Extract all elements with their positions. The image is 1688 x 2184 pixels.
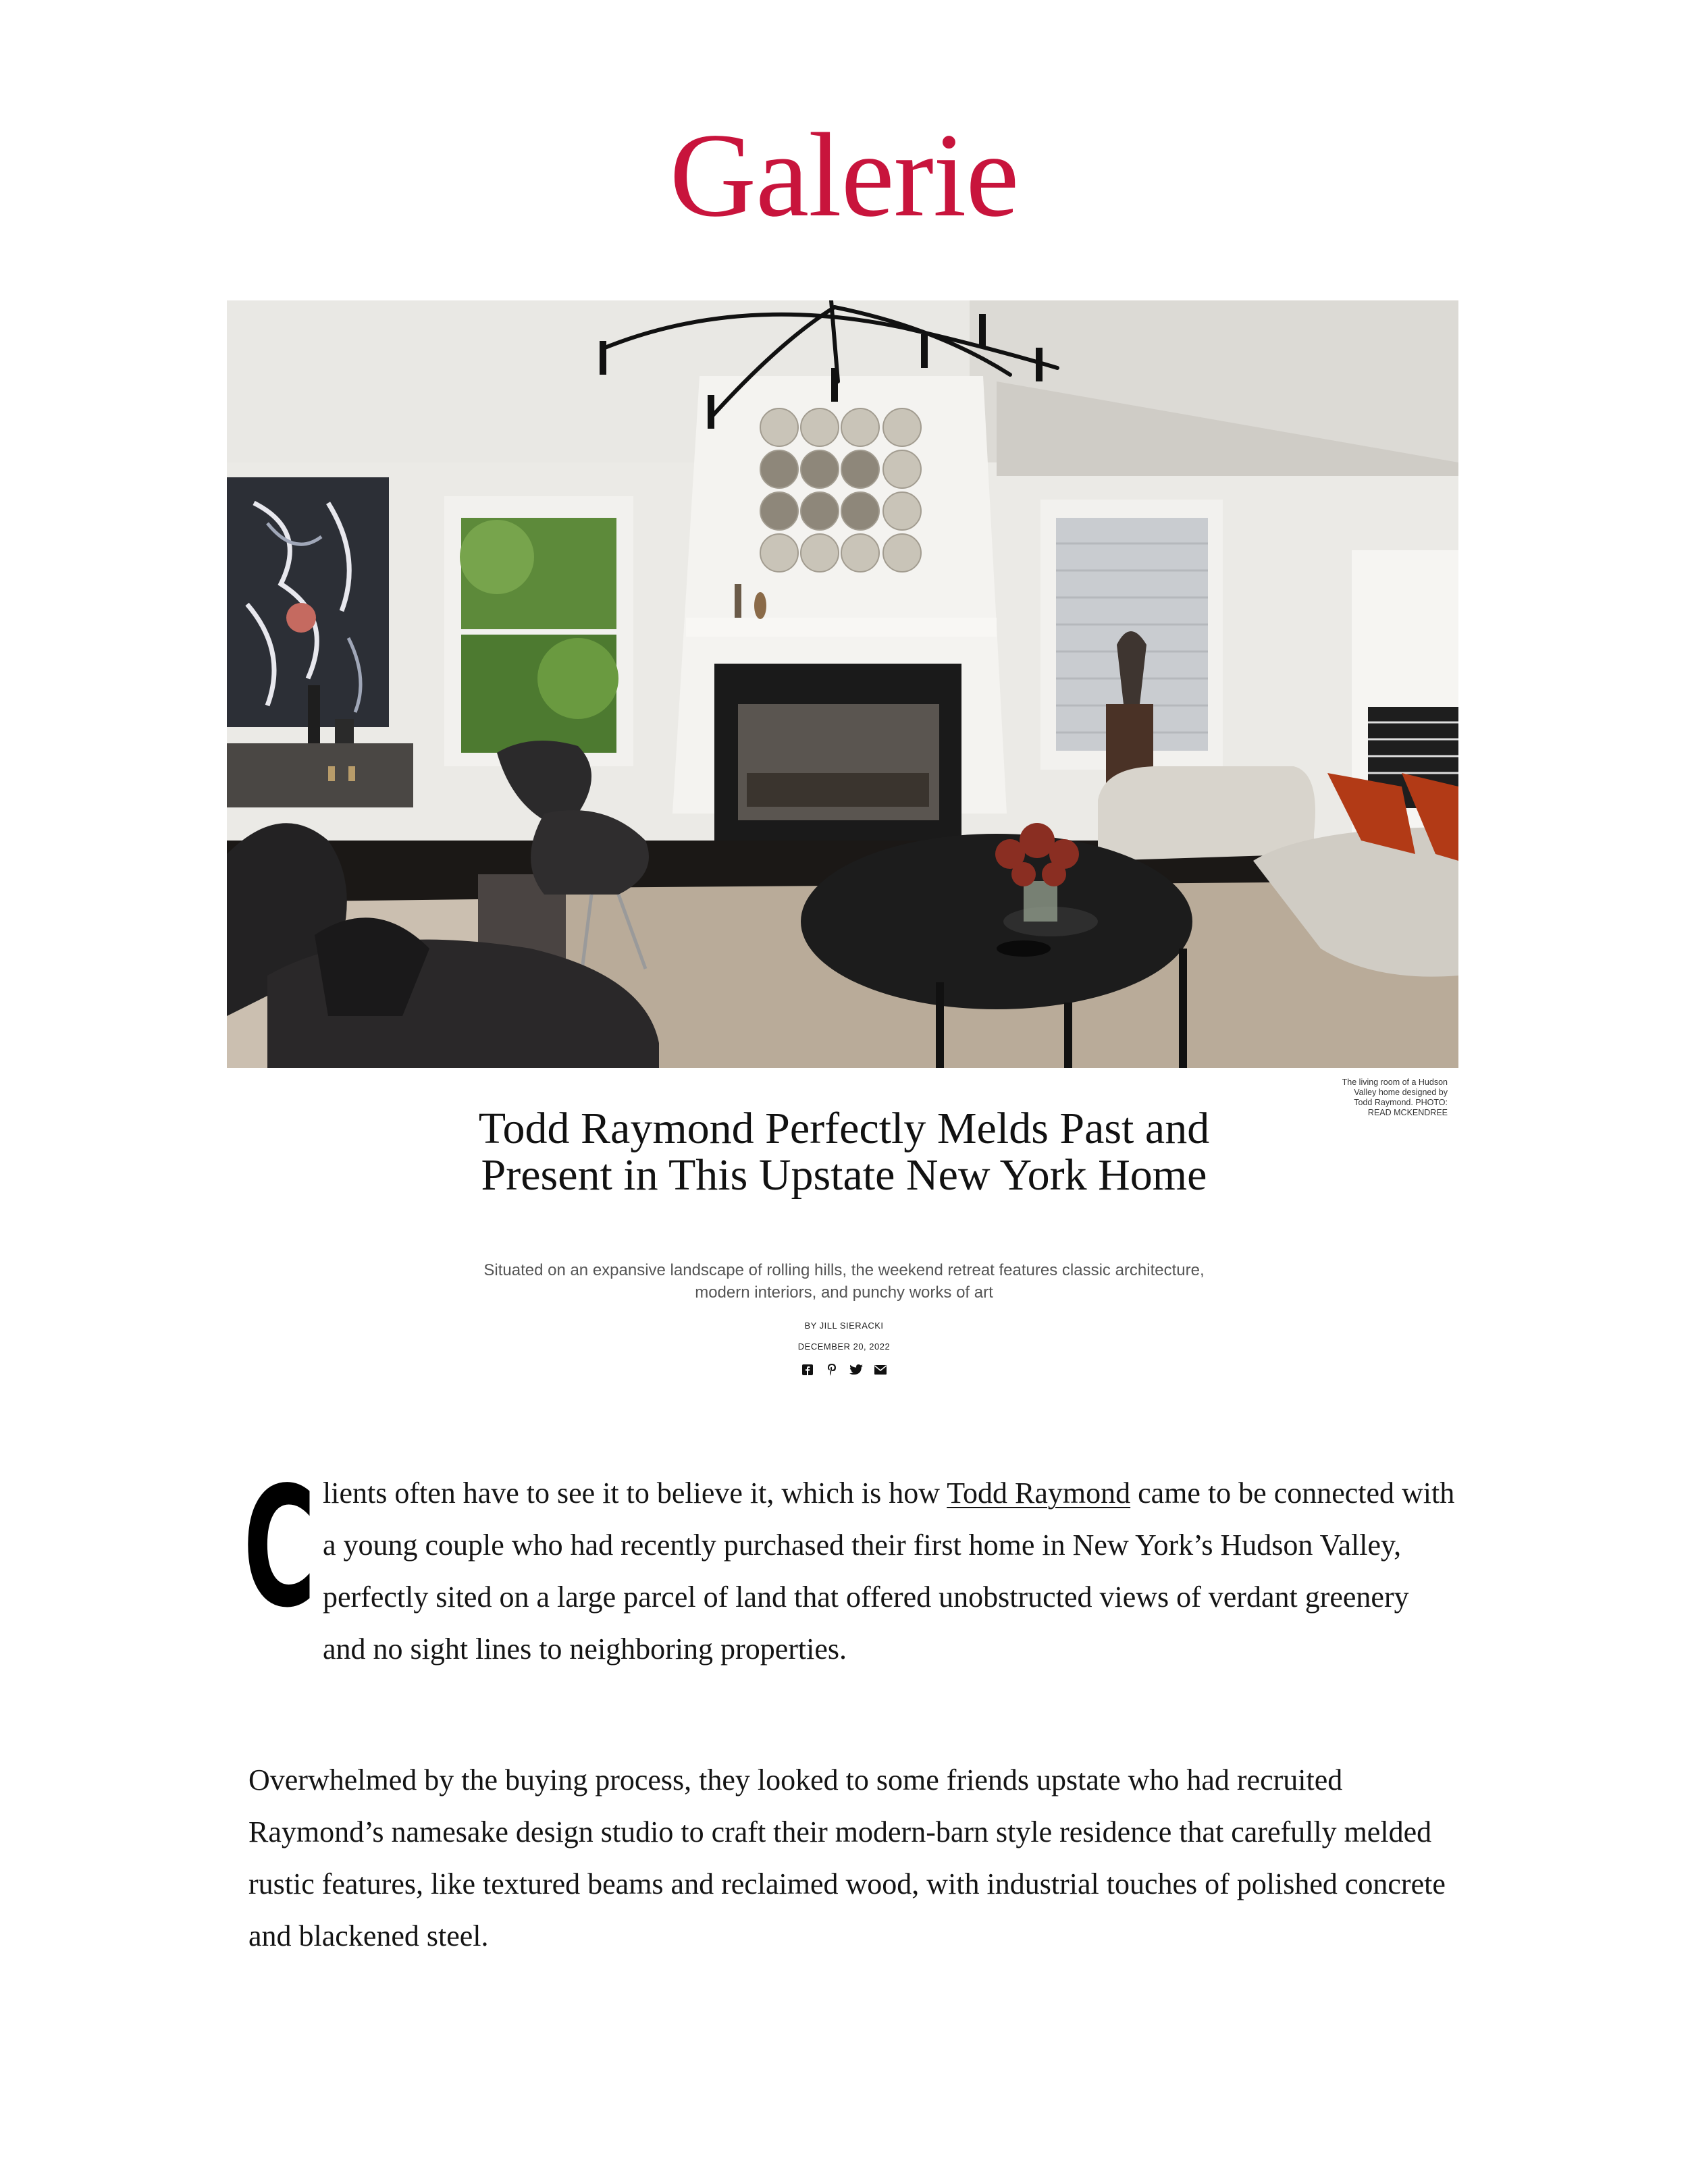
drop-cap: C bbox=[243, 1451, 316, 1644]
paragraph-1-text-end: came to be connected with a young couple who had recently purchased their first home in New York’s Hudson Valley, perfectly sited on a large parcel of land that offered unobstructed views of verdant greenery and no sight lines to neighboring properties. bbox=[323, 1476, 1455, 1666]
article-dek: Situated on an expansive landscape of rolling hills, the weekend retreat features classic architecture, modern interiors, and punchy works of art bbox=[483, 1261, 1205, 1302]
email-icon[interactable] bbox=[873, 1362, 888, 1377]
twitter-icon[interactable] bbox=[849, 1362, 864, 1377]
article-date: DECEMBER 20, 2022 bbox=[797, 1341, 891, 1352]
site-logo[interactable]: Galerie bbox=[669, 108, 1019, 242]
body-paragraph-1 bbox=[323, 1467, 1457, 1675]
paragraph-1-text-start: lients often have to see it to believe it, which is how bbox=[323, 1476, 947, 1510]
todd-raymond-link[interactable]: Todd Raymond bbox=[947, 1476, 1131, 1510]
photo-caption: The living room of a Hudson Valley home designed by Todd Raymond. PHOTO: READ MCKENDREE bbox=[1342, 1077, 1448, 1117]
body-paragraph-2: Overwhelmed by the buying process, they looked to some friends upstate who had recruited Raymond’s namesake design studio to craft their modern-barn style residence that carefully melded rustic features, like textured beams and reclaimed wood, with industrial touches of polished concrete and blackened steel. bbox=[248, 1763, 1446, 1952]
hero-photo bbox=[227, 300, 1458, 1068]
article-byline: BY JILL SIERACKI bbox=[804, 1321, 884, 1331]
article-title: Todd Raymond Perfectly Melds Past and Present in This Upstate New York Home bbox=[478, 1104, 1210, 1200]
facebook-icon[interactable] bbox=[800, 1362, 815, 1377]
share-bar bbox=[797, 1362, 891, 1379]
pinterest-icon[interactable] bbox=[824, 1362, 839, 1377]
